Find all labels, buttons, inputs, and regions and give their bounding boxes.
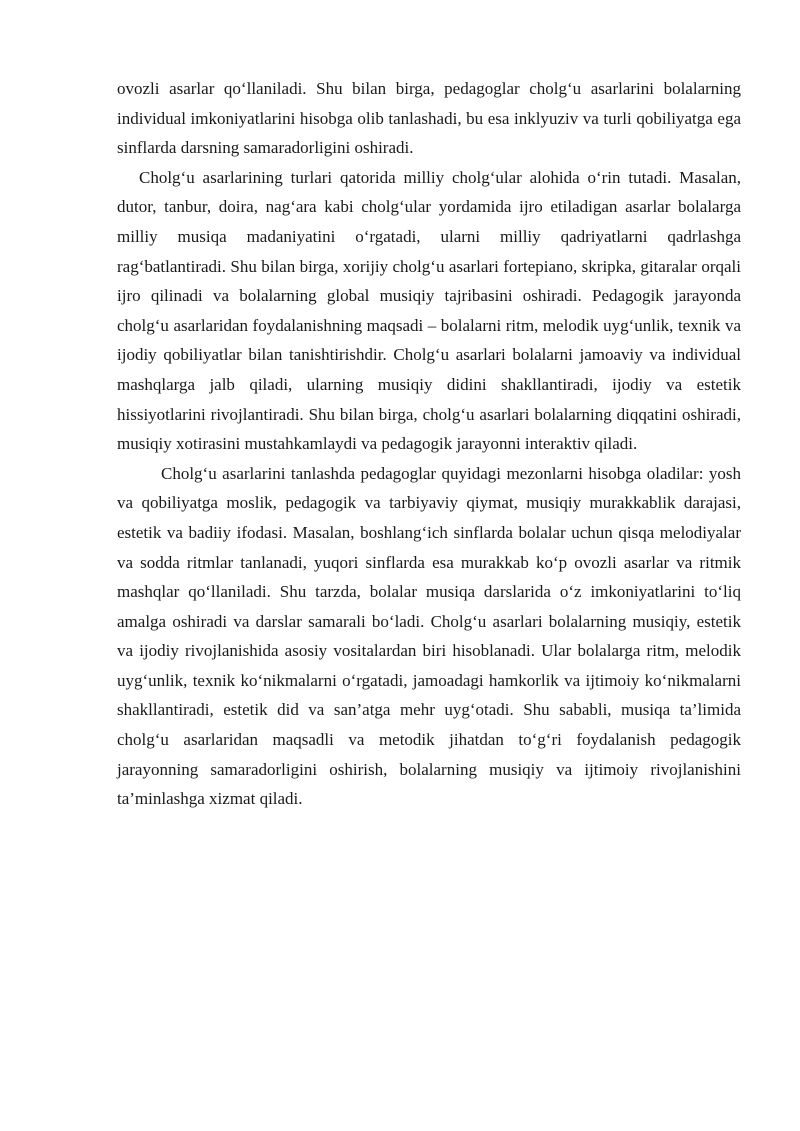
paragraph-selection-criteria: Cholg‘u asarlarini tanlashda pedagoglar quyidagi mezonlarni hisobga oladilar: yosh va qobiliyatga moslik, pedagogik va tarbiyaviy qiymat, musiqiy murakkablik darajasi, estetik va badiiy ifodasi. Masalan, boshlang‘ich sinflarda bolalar uchun qisqa melodiyalar va sodda ritmlar tanlanadi, yuqori sinflarda esa murakkab ko‘p ovozli asarlar va ritmik mashqlar qo‘llaniladi. Shu tarzda, bolalar musiqa darslarida o‘z imkoniyatlarini to‘liq amalga oshiradi va darslar samarali bo‘ladi. Cholg‘u asarlari bolalarning musiqiy, estetik va ijodiy rivojlanishida asosiy vositalardan biri hisoblanadi. Ular bolalarga ritm, melodik uyg‘unlik, texnik ko‘nikmalarni o‘rgatadi, jamoadagi hamkorlik va ijtimoiy ko‘nikmalarni shakllantiradi, estetik did va san’atga mehr uyg‘otadi. Shu sababli, musiqa ta’limida cholg‘u asarlaridan maqsadli va metodik jihatdan to‘g‘ri foydalanish pedagogik jarayonning samaradorligini oshirish, bolalarning musiqiy va ijtimoiy rivojlanishini ta’minlashga xizmat qiladi. [117,463,741,809]
paragraph-national-instruments: Cholg‘u asarlarining turlari qatorida milliy cholg‘ular alohida o‘rin tutadi. Masalan, dutor, tanbur, doira, nag‘ara kabi cholg‘ular yordamida ijro etiladigan asarlar bolalarga milliy musiqa madaniyatini o‘rgatadi, ularni milliy qadriyatlarni qadrlashga rag‘batlantiradi. Shu bilan birga, xorijiy cholg‘u asarlari fortepiano, skripka, gitaralar orqali ijro qilinadi va bolalarning global musiqiy tajribasini oshiradi. Pedagogik jarayonda cholg‘u asarlaridan foydalanishning maqsadi – bolalarni ritm, melodik uyg‘unlik, texnik va ijodiy qobiliyatlar bilan tanishtirishdir. Cholg‘u asarlari bolalarni jamoaviy va individual mashqlarga jalb qiladi, ularning musiqiy didini shakllantiradi, ijodiy va estetik hissiyotlarini rivojlantiradi. Shu bilan birga, cholg‘u asarlari bolalarning diqqatini oshiradi, musiqiy xotirasini mustahkamlaydi va pedagogik jarayonni interaktiv qiladi. [117,167,741,454]
paragraph-continuation: ovozli asarlar qo‘llaniladi. Shu bilan birga, pedagoglar cholg‘u asarlarini bolalarning individual imkoniyatlarini hisobga olib tanlashadi, bu esa inklyuziv va turli qobiliyatga ega sinflarda darsning samaradorligini oshiradi. [117,79,741,158]
document-body [117,74,741,814]
